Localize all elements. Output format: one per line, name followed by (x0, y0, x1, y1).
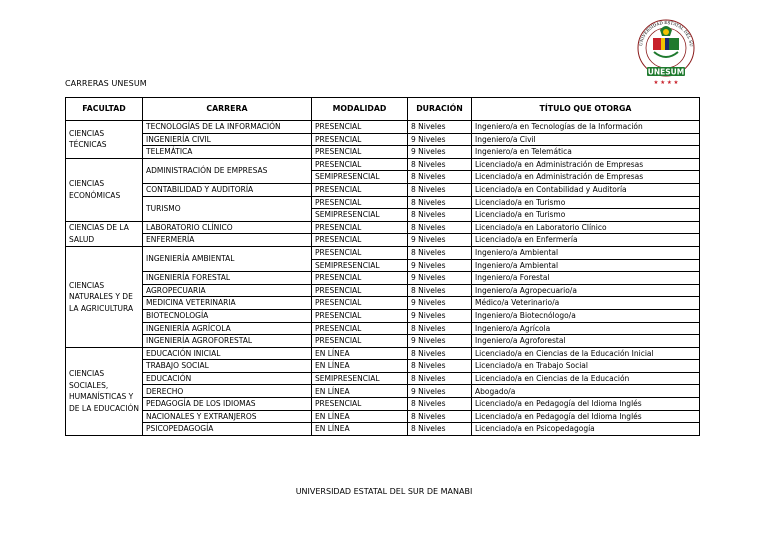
degree-title-cell: Médico/a Veterinario/a (472, 297, 700, 310)
career-cell: INGENIERÍA FORESTAL (143, 272, 312, 285)
table-row (66, 335, 700, 348)
table-body (66, 121, 700, 436)
modality-cell: EN LÍNEA (312, 360, 408, 373)
duration-cell: 9 Niveles (408, 259, 472, 272)
table-header-row (66, 98, 700, 121)
career-cell: INGENIERÍA CIVIL (143, 133, 312, 146)
page-heading: CARRERAS UNESUM (65, 79, 147, 88)
degree-title-cell: Ingeniero/a Agrícola (472, 322, 700, 335)
table-row (66, 372, 700, 385)
header-duracion: DURACIÓN (408, 98, 472, 121)
duration-cell: 9 Niveles (408, 272, 472, 285)
modality-cell: PRESENCIAL (312, 335, 408, 348)
modality-cell: PRESENCIAL (312, 322, 408, 335)
table-row (66, 297, 700, 310)
table-row (66, 221, 700, 234)
duration-cell: 9 Niveles (408, 297, 472, 310)
career-cell: INGENIERÍA AMBIENTAL (143, 246, 312, 271)
table-row (66, 133, 700, 146)
career-cell: LABORATORIO CLÍNICO (143, 221, 312, 234)
degree-title-cell: Licenciado/a en Psicopedagogía (472, 423, 700, 436)
degree-title-cell: Licenciado/a en Turismo (472, 209, 700, 222)
faculty-cell: CIENCIAS SOCIALES, HUMANÍSTICAS Y DE LA EDUCACIÓN (66, 347, 143, 435)
degree-title-cell: Ingeniero/a en Telemática (472, 146, 700, 159)
modality-cell: PRESENCIAL (312, 133, 408, 146)
faculty-cell: CIENCIAS TÉCNICAS (66, 121, 143, 159)
table-row (66, 347, 700, 360)
modality-cell: SEMIPRESENCIAL (312, 372, 408, 385)
table-row (66, 284, 700, 297)
career-cell: TELEMÁTICA (143, 146, 312, 159)
table-row (66, 272, 700, 285)
degree-title-cell: Licenciado/a en Administración de Empresas (472, 171, 700, 184)
duration-cell: 9 Niveles (408, 133, 472, 146)
modality-cell: PRESENCIAL (312, 158, 408, 171)
footer-text: UNIVERSIDAD ESTATAL DEL SUR DE MANABI (295, 487, 473, 496)
header-modalidad: MODALIDAD (312, 98, 408, 121)
duration-cell: 9 Niveles (408, 335, 472, 348)
degree-title-cell: Licenciado/a en Contabilidad y Auditoría (472, 183, 700, 196)
modality-cell: PRESENCIAL (312, 398, 408, 411)
modality-cell: PRESENCIAL (312, 246, 408, 259)
modality-cell: EN LÍNEA (312, 410, 408, 423)
degree-title-cell: Ingeniero/a en Tecnologías de la Información (472, 121, 700, 134)
degree-title-cell: Ingeniero/a Ambiental (472, 259, 700, 272)
table-row (66, 146, 700, 159)
degree-title-cell: Ingeniero/a Agropecuario/a (472, 284, 700, 297)
modality-cell: PRESENCIAL (312, 272, 408, 285)
header-carrera: CARRERA (143, 98, 312, 121)
modality-cell: PRESENCIAL (312, 221, 408, 234)
table-row (66, 309, 700, 322)
modality-cell: SEMIPRESENCIAL (312, 259, 408, 272)
modality-cell: SEMIPRESENCIAL (312, 171, 408, 184)
duration-cell: 9 Niveles (408, 385, 472, 398)
modality-cell: PRESENCIAL (312, 284, 408, 297)
duration-cell: 8 Niveles (408, 284, 472, 297)
career-cell: INGENIERÍA AGRÍCOLA (143, 322, 312, 335)
degree-title-cell: Abogado/a (472, 385, 700, 398)
duration-cell: 8 Niveles (408, 410, 472, 423)
career-cell: EDUCACIÓN INICIAL (143, 347, 312, 360)
career-cell: PSICOPEDAGOGÍA (143, 423, 312, 436)
modality-cell: PRESENCIAL (312, 297, 408, 310)
table-row (66, 234, 700, 247)
career-cell: PEDAGOGÍA DE LOS IDIOMAS (143, 398, 312, 411)
degree-title-cell: Ingeniero/a Biotecnólogo/a (472, 309, 700, 322)
career-cell: TRABAJO SOCIAL (143, 360, 312, 373)
modality-cell: PRESENCIAL (312, 121, 408, 134)
logo-ring-text: UNIVERSIDAD ESTATAL DEL SU (638, 19, 695, 48)
duration-cell: 8 Niveles (408, 322, 472, 335)
table-row (66, 360, 700, 373)
faculty-cell: CIENCIAS ECONÓMICAS (66, 158, 143, 221)
degree-title-cell: Ingeniero/a Ambiental (472, 246, 700, 259)
duration-cell: 9 Niveles (408, 146, 472, 159)
degree-title-cell: Licenciado/a en Enfermería (472, 234, 700, 247)
degree-title-cell: Licenciado/a en Laboratorio Clínico (472, 221, 700, 234)
modality-cell: EN LÍNEA (312, 385, 408, 398)
duration-cell: 8 Niveles (408, 423, 472, 436)
duration-cell: 8 Niveles (408, 121, 472, 134)
modality-cell: EN LÍNEA (312, 423, 408, 436)
career-cell: TURISMO (143, 196, 312, 221)
career-cell: ENFERMERÍA (143, 234, 312, 247)
career-cell: CONTABILIDAD Y AUDITORÍA (143, 183, 312, 196)
career-cell: DERECHO (143, 385, 312, 398)
careers-table (65, 97, 700, 436)
degree-title-cell: Licenciado/a en Ciencias de la Educación Inicial (472, 347, 700, 360)
duration-cell: 8 Niveles (408, 171, 472, 184)
table-row (66, 385, 700, 398)
duration-cell: 9 Niveles (408, 309, 472, 322)
degree-title-cell: Licenciado/a en Administración de Empresas (472, 158, 700, 171)
logo-banner-text: UNESUM (647, 67, 685, 77)
modality-cell: SEMIPRESENCIAL (312, 209, 408, 222)
university-logo (636, 8, 696, 90)
faculty-cell: CIENCIAS DE LA SALUD (66, 221, 143, 246)
degree-title-cell: Ingeniero/a Agroforestal (472, 335, 700, 348)
career-cell: NACIONALES Y EXTRANJEROS (143, 410, 312, 423)
degree-title-cell: Licenciado/a en Trabajo Social (472, 360, 700, 373)
duration-cell: 8 Niveles (408, 398, 472, 411)
degree-title-cell: Licenciado/a en Turismo (472, 196, 700, 209)
degree-title-cell: Ingeniero/a Civil (472, 133, 700, 146)
table-row (66, 121, 700, 134)
career-cell: MEDICINA VETERINARIA (143, 297, 312, 310)
table-row (66, 158, 700, 171)
faculty-cell: CIENCIAS NATURALES Y DE LA AGRICULTURA (66, 246, 143, 347)
svg-text:★ ★ ★ ★: ★ ★ ★ ★ (653, 80, 679, 86)
degree-title-cell: Ingeniero/a Forestal (472, 272, 700, 285)
modality-cell: PRESENCIAL (312, 146, 408, 159)
duration-cell: 8 Niveles (408, 209, 472, 222)
modality-cell: PRESENCIAL (312, 234, 408, 247)
modality-cell: EN LÍNEA (312, 347, 408, 360)
table-row (66, 196, 700, 209)
career-cell: ADMINISTRACIÓN DE EMPRESAS (143, 158, 312, 183)
career-cell: AGROPECUARIA (143, 284, 312, 297)
duration-cell: 8 Niveles (408, 372, 472, 385)
header-facultad: FACULTAD (66, 98, 143, 121)
table-row (66, 398, 700, 411)
degree-title-cell: Licenciado/a en Pedagogía del Idioma Inglés (472, 410, 700, 423)
modality-cell: PRESENCIAL (312, 183, 408, 196)
duration-cell: 8 Niveles (408, 221, 472, 234)
modality-cell: PRESENCIAL (312, 196, 408, 209)
duration-cell: 8 Niveles (408, 347, 472, 360)
header-titulo: TÍTULO QUE OTORGA (472, 98, 700, 121)
duration-cell: 8 Niveles (408, 196, 472, 209)
table-row (66, 246, 700, 259)
duration-cell: 8 Niveles (408, 246, 472, 259)
table-row (66, 410, 700, 423)
table-row (66, 183, 700, 196)
career-cell: INGENIERÍA AGROFORESTAL (143, 335, 312, 348)
degree-title-cell: Licenciado/a en Ciencias de la Educación (472, 372, 700, 385)
duration-cell: 8 Niveles (408, 158, 472, 171)
table-row (66, 322, 700, 335)
degree-title-cell: Licenciado/a en Pedagogía del Idioma Inglés (472, 398, 700, 411)
duration-cell: 8 Niveles (408, 360, 472, 373)
modality-cell: PRESENCIAL (312, 309, 408, 322)
table-row (66, 423, 700, 436)
career-cell: TECNOLOGÍAS DE LA INFORMACIÓN (143, 121, 312, 134)
career-cell: BIOTECNOLOGÍA (143, 309, 312, 322)
career-cell: EDUCACIÓN (143, 372, 312, 385)
duration-cell: 8 Niveles (408, 183, 472, 196)
duration-cell: 9 Niveles (408, 234, 472, 247)
